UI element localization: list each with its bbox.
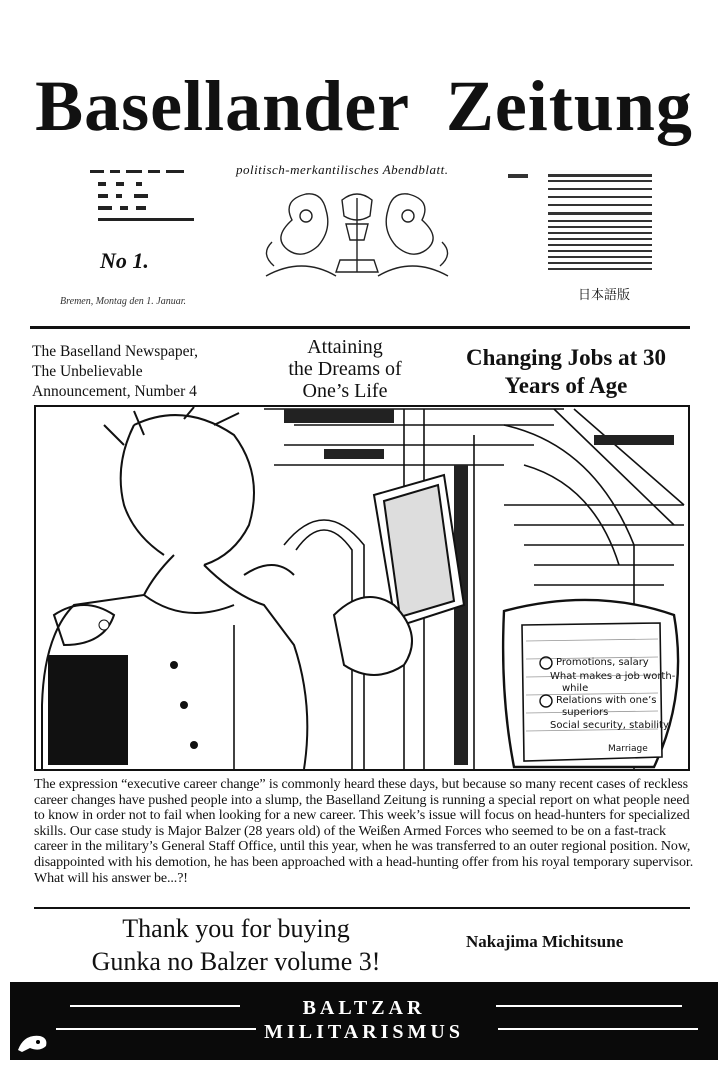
feature-title bbox=[270, 336, 420, 402]
announcement-left bbox=[32, 342, 198, 402]
notebook-item-3a: Relations with one’s bbox=[556, 695, 657, 706]
announcement-line-3: Announcement, Number 4 bbox=[32, 383, 197, 400]
decorative-print-block-left bbox=[90, 168, 200, 238]
footer-line-1: BALTZAR bbox=[302, 997, 426, 1019]
thanks-line-2: Gunka no Balzer volume 3! bbox=[91, 947, 381, 976]
notebook-item-4: Social security, stability bbox=[550, 720, 669, 731]
announcement-line-1: The Baselland Newspaper, bbox=[32, 343, 198, 360]
notebook-item-2b: while bbox=[562, 683, 589, 694]
author-name: Nakajima Michitsune bbox=[466, 932, 624, 951]
issue-number: No 1. bbox=[100, 248, 149, 273]
notebook-item-5: Marriage bbox=[608, 744, 648, 754]
announcement-line-2: The Unbelievable bbox=[32, 363, 143, 380]
headline-line-2: Years of Age bbox=[504, 373, 628, 398]
headline-line-1: Changing Jobs at 30 bbox=[465, 345, 667, 370]
footer-line-2: MILITARISMUS bbox=[264, 1021, 464, 1043]
newspaper-masthead: Basellander Zeitung bbox=[35, 66, 693, 146]
notebook-item-2a: What makes a job worth- bbox=[550, 671, 676, 682]
feature-line-2: the Dreams of bbox=[288, 358, 402, 380]
dateline: Bremen, Montag den 1. Januar. bbox=[60, 296, 186, 307]
thanks-message bbox=[44, 912, 428, 978]
masthead-subtitle: politisch-merkantilisches Abendblatt. bbox=[236, 162, 449, 177]
manga-illustration bbox=[34, 405, 690, 771]
crest-emblem bbox=[262, 180, 452, 292]
decorative-print-table-right bbox=[508, 170, 658, 278]
feature-line-1: Attaining bbox=[307, 336, 383, 358]
scanlation-logo-icon bbox=[16, 1030, 50, 1054]
article-body: The expression “executive career change” is commonly heard these days, but because so many recent cases of reckless career changes have pushed people into a slump, the Baselland Zeitung is running a special report on what people need to know in order not to fail when looking for a new career. This week’s issue will focus on head-hunters for specialized skills. Our case study is Major Balzer (28 years old) of the Weißen Armed Forces who seemed to be on a fast-track career in the military’s General Staff Office, until this year, when he was transferred to an outer regional position. Now, disappointed with his demotion, he has been approached with a head-hunting offer from his royal temporary supervisor. What will his answer be...?! bbox=[34, 777, 694, 886]
notebook-item-1: Promotions, salary bbox=[556, 657, 649, 668]
article-rule bbox=[34, 907, 690, 909]
masthead-rule bbox=[30, 326, 690, 329]
footer-title bbox=[10, 996, 718, 1044]
feature-line-3: One’s Life bbox=[302, 380, 388, 402]
japanese-edition-label: 日本語版 bbox=[578, 288, 631, 303]
headline bbox=[440, 344, 692, 400]
notebook-item-3b: superiors bbox=[562, 707, 609, 718]
thanks-line-1: Thank you for buying bbox=[122, 914, 350, 943]
